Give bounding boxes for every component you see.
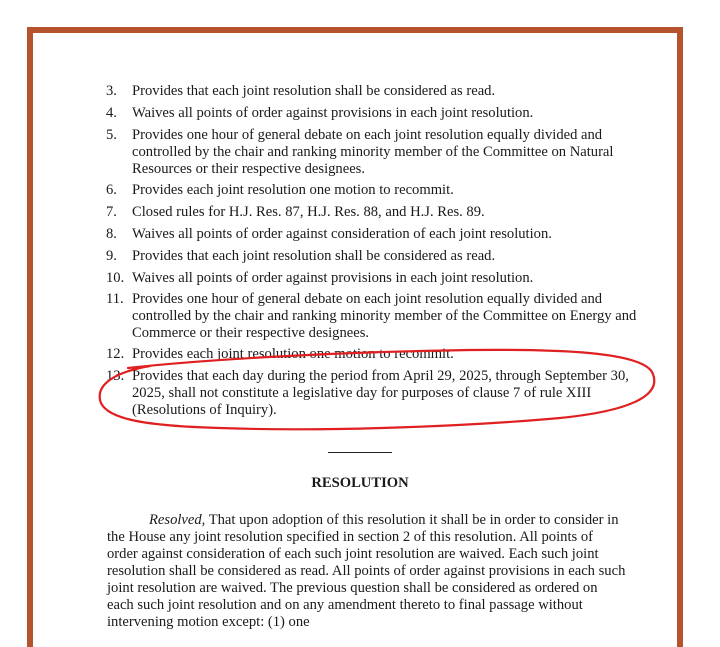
resolution-text: That upon adoption of this resolution it shall be in order to consider in the House any joint resolution specified in section 2 of this resolution. All points of order against consideration of each such joint resolution are waived. Each such joint resolution shall be considered as read. All points of order against provisions in each such joint resolution are waived. The previous question shall be considered as ordered on each such joint resolution and on any amendment thereto to final passage without intervening motion except: (1) one bbox=[107, 512, 626, 630]
list-item: 7. Closed rules for H.J. Res. 87, H.J. Res. 88, and H.J. Res. 89. bbox=[106, 204, 485, 220]
list-item: 11. Provides one hour of general debate on each joint resolution equally divided and controlled by the chair and ranking minority member of the Committee on Energy and Commerce or their respective designees. bbox=[106, 291, 637, 341]
list-item: 8. Waives all points of order against consideration of each joint resolution. bbox=[106, 226, 552, 242]
resolved-label: Resolved, bbox=[149, 512, 206, 528]
list-item: 6. Provides each joint resolution one motion to recommit. bbox=[106, 182, 454, 198]
resolution-heading: RESOLUTION bbox=[311, 475, 409, 491]
list-item: 3. Provides that each joint resolution shall be considered as read. bbox=[106, 83, 496, 99]
list-item: 9. Provides that each joint resolution shall be considered as read. bbox=[106, 248, 496, 264]
resolution-body bbox=[107, 512, 627, 631]
list-item-highlighted: 13. Provides that each day during the period from April 29, 2025, through September 30, 2025, shall not constitute a legislative day for purposes of clause 7 of rule XIII (Resolutions of Inquiry). bbox=[106, 368, 629, 418]
list-item: 4. Waives all points of order against provisions in each joint resolution. bbox=[106, 105, 534, 121]
list-item: 5. Provides one hour of general debate on each joint resolution equally divided and controlled by the chair and ranking minority member of the Committee on Natural Resources or their respective designees. bbox=[106, 127, 614, 177]
list-item: 10. Waives all points of order against provisions in each joint resolution. bbox=[106, 270, 534, 286]
list-item: 12. Provides each joint resolution one motion to recommit. bbox=[106, 346, 454, 362]
section-divider bbox=[328, 452, 392, 453]
